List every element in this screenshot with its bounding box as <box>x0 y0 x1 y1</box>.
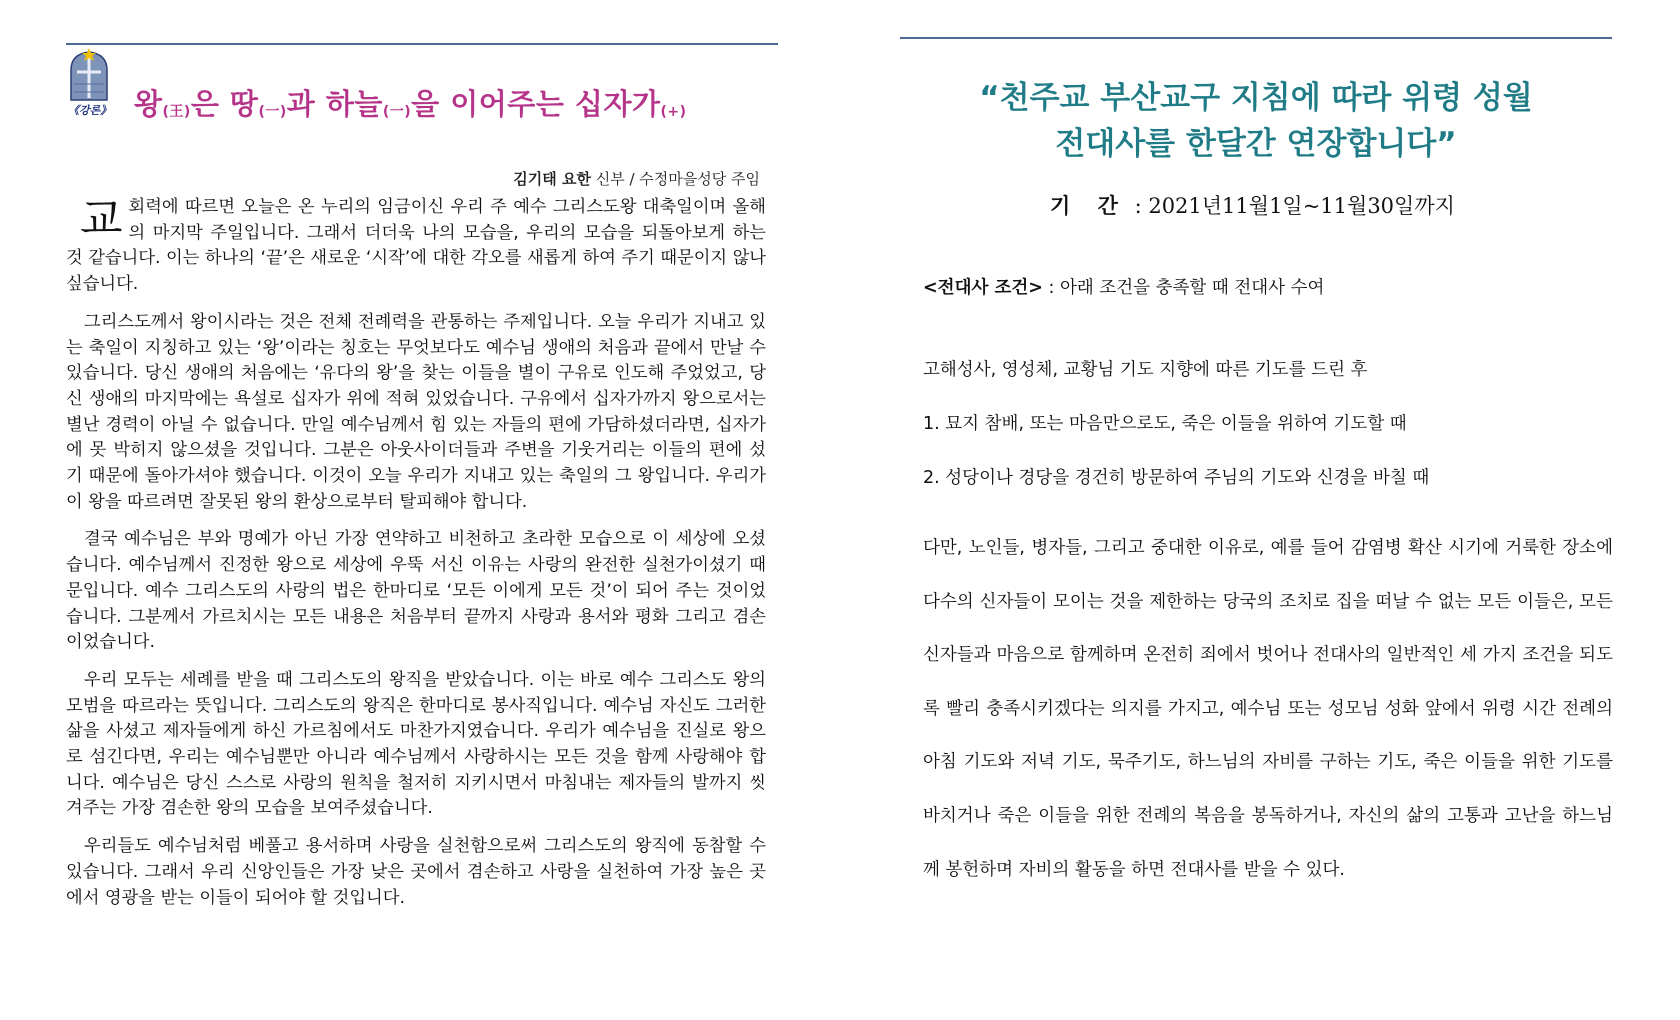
author-byline <box>300 168 760 189</box>
logo-caption: 《강론》 <box>68 104 112 117</box>
paragraph-2: 그리스도께서 왕이시라는 것은 전체 전례력을 관통하는 주제입니다. 오늘 우리가 지내고 있는 축일이 지칭하고 있는 ‘왕’이라는 칭호는 무엇보다도 예수님 생애의 처음과 끝에서 만날 수 있습니다. 당신 생애의 처음에는 ‘유다의 왕’을 찾는 이들을 별이 구유로 인도해 주었었고, 당신 생애의 마지막에는 욕설로 십자가 위에 적혀 있었습니다. 구유에서 십자가까지 왕으로서는 별난 경력이 아닐 수 없습니다. 만일 예수님께서 힘 있는 자들의 편에 가담하셨더라면, 십자가에 못 박히지 않으셨을 것입니다. 그분은 아웃사이더들과 주변을 기웃거리는 이들의 편에 섰기 때문에 돌아가셔야 했습니다. 이것이 오늘 우리가 지내고 있는 축일의 그 왕입니다. 우리가 이 왕을 따르려면 잘못된 왕의 환상으로부터 탈피해야 합니다. <box>66 311 766 512</box>
notice-title-line-2: 전대사를 한달간 연장합니다” <box>1055 126 1457 162</box>
homily-title: 왕(王)은 땅(一)과 하늘(一)을 이어주는 십자가(+) <box>134 87 687 121</box>
paragraph-4: 우리 모두는 세례를 받을 때 그리스도의 왕직을 받았습니다. 이는 바로 예수 그리스도 왕의 모범을 따르라는 뜻입니다. 그리스도의 왕직은 한마디로 봉사직입니다. 예수님 자신도 그러한 삶을 사셨고 제자들에게 하신 가르침에서도 마찬가지였습니다. 우리가 예수님을 진실로 왕으로 섬긴다면, 우리는 예수님뿐만 아니라 예수님께서 사랑하시는 모든 것을 함께 사랑해야 합니다. 예수님은 당신 스스로 사랑의 원칙을 철저히 지키시면서 마침내는 제자들의 발까지 씻겨주는 가장 겸손한 왕의 모습을 보여주셨습니다. <box>66 669 766 819</box>
condition-text: : 아래 조건을 충족할 때 전대사 수여 <box>1042 278 1325 298</box>
condition-line-2: 1. 묘지 참배, 또는 마음만으로도, 죽은 이들을 위하여 기도할 때 <box>923 414 1407 434</box>
condition-line-3: 2. 성당이나 경당을 경건히 방문하여 주님의 기도와 신경을 바칠 때 <box>923 468 1430 488</box>
author-role: 신부 / 수정마을성당 주임 <box>590 170 760 188</box>
period-row <box>1050 190 1570 220</box>
dropcap: 교 <box>80 194 123 245</box>
homily-logo <box>68 48 110 118</box>
paragraph-3: 결국 예수님은 부와 명예가 아닌 가장 연약하고 비천하고 초라한 모습으로 이 세상에 오셨습니다. 예수님께서 진정한 왕으로 세상에 우뚝 서신 이유는 사랑의 완전한 실천가이셨기 때문입니다. 예수 그리스도의 사랑의 법은 한마디로 ‘모든 이에게 모든 것’이 되어 주는 것이었습니다. 그분께서 가르치시는 모든 내용은 처음부터 끝까지 사랑과 용서와 평화 그리고 겸손이었습니다. <box>66 529 766 653</box>
top-rule <box>900 37 1612 39</box>
condition-label: <전대사 조건> <box>923 278 1043 298</box>
exception-paragraph: 다만, 노인들, 병자들, 그리고 중대한 이유로, 예를 들어 감염병 확산 시기에 거룩한 장소에 다수의 신자들이 모이는 것을 제한하는 당국의 조치로 집을 떠날 수 없는 모든 이들은, 모든 신자들과 마음으로 함께하며 온전히 죄에서 벗어나 전대사의 일반적인 세 가지 조건을 되도록 빨리 충족시키겠다는 의지를 가지고, 예수님 또는 성모님 성화 앞에서 위령 시간 전례의 아침 기도와 저녁 기도, 묵주기도, 하느님의 자비를 구하는 기도, 죽은 이들을 위한 기도를 바치거나 죽은 이들을 위한 전례의 복음을 봉독하거나, 자신의 삶의 고통과 고난을 하느님께 봉헌하며 자비의 활동을 하면 전대사를 받을 수 있다. <box>923 538 1613 880</box>
right-page <box>880 0 1680 1020</box>
left-page <box>0 0 800 1020</box>
condition-line-1: 고해성사, 영성체, 교황님 기도 지향에 따른 기도를 드린 후 <box>923 360 1368 380</box>
paragraph-1: 교회력에 따르면 오늘은 온 누리의 임금이신 우리 주 예수 그리스도왕 대축일이며 올해의 마지막 주일입니다. 그래서 더더욱 나의 모습을, 우리의 모습을 되돌아보게 하는 것 같습니다. 이는 하나의 ‘끝’은 새로운 ‘시작’에 대한 각오를 새롭게 하여 주기 때문이지 않나 싶습니다. <box>66 194 766 295</box>
period-value: : 2021년11월1일~11월30일까지 <box>1134 194 1455 218</box>
notice-title <box>900 75 1612 167</box>
condition-row <box>923 274 1324 299</box>
notice-title-line-1: “천주교 부산교구 지침에 따라 위령 성월 <box>979 80 1533 116</box>
homily-body <box>66 195 766 923</box>
top-rule <box>66 43 778 45</box>
period-label: 기 간 <box>1050 194 1128 218</box>
author-name: 김기태 요한 <box>513 170 591 188</box>
cross-emblem-icon <box>68 48 110 102</box>
paragraph-5: 우리들도 예수님처럼 베풀고 용서하며 사랑을 실천함으로써 그리스도의 왕직에 동참할 수 있습니다. 그래서 우리 신앙인들은 가장 낮은 곳에서 겸손하고 사랑을 실천하여 가장 높은 곳에서 영광을 받는 이들이 되어야 할 것입니다. <box>66 836 766 908</box>
